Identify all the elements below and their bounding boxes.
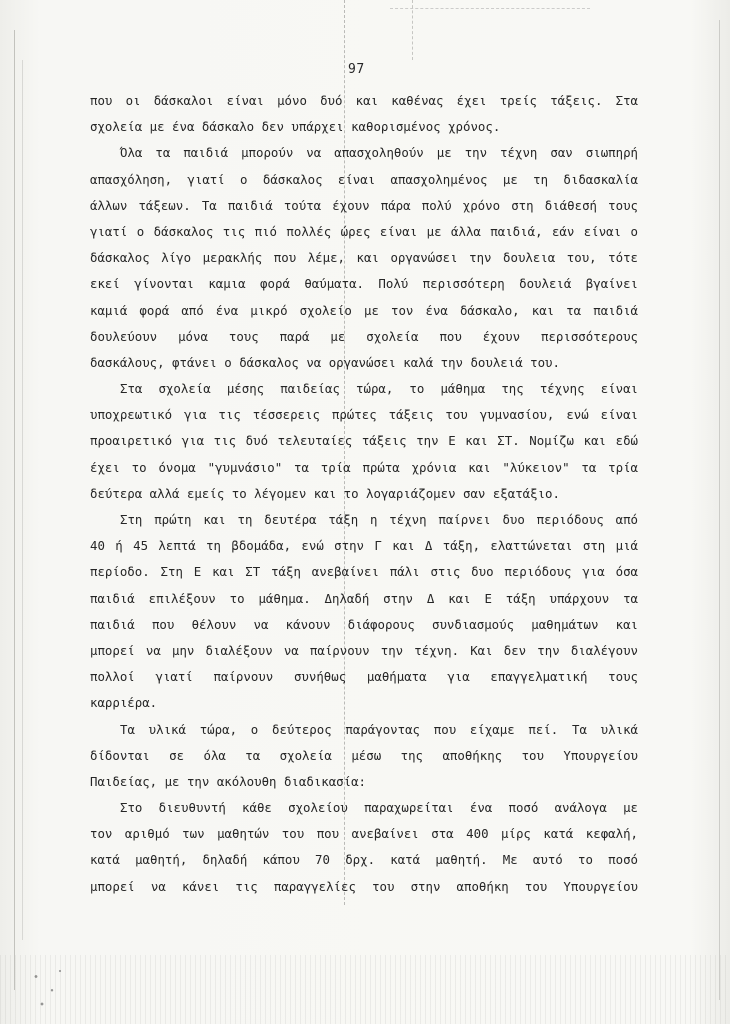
text-line: δάσκαλος λίγο μερακλής που λέμε, και οργανώσει την δουλεια του, τότε: [90, 250, 638, 266]
body-text: [90, 88, 638, 900]
scan-noise-bottom: [0, 955, 730, 1024]
text-line: κατά μαθητή, δηλαδή κάπου 70 δρχ. κατά μαθητή. Με αυτό το ποσό: [90, 852, 638, 868]
text-line: πολλοί γιατί παίρνουν συνήθως μαθήματα για επαγγελματική τους: [90, 669, 638, 685]
scan-specks: [28, 960, 68, 1015]
text-line: δουλεύουν μόνα τους παρά με σχολεία που έχουν περισσότερους: [90, 328, 638, 344]
text-line: Στα σχολεία μέσης παιδείας τώρα, το μάθημα της τέχνης είναι: [120, 381, 638, 397]
text-line: υποχρεωτικό για τις τέσσερεις πρώτες τάξεις του γυμνασίου, ενώ είναι: [90, 407, 638, 423]
text-line: παιδιά που θέλουν να κάνουν διάφορους συνδιασμούς μαθημάτων και: [90, 616, 638, 632]
text-line: Στη πρώτη και τη δευτέρα τάξη η τέχνη παίρνει δυο περιόδους από: [120, 512, 638, 527]
text-line: παιδιά επιλέξουν το μάθημα. Δηλαδή στην Δ και Ε τάξη υπάρχουν τα: [90, 590, 638, 606]
text-line: απασχόληση, γιατί ο δάσκαλος είναι απασχολημένος με τη διδασκαλία: [90, 171, 638, 187]
text-line: δίδονται σε όλα τα σχολεία μέσω της αποθήκης του Υπουργείου: [90, 747, 638, 763]
text-line: τον αριθμό των μαθητών του που ανεβαίνει στα 400 μίρς κατά κεφαλή,: [90, 826, 638, 842]
text-line: σχολεία με ένα δάσκαλο δεν υπάρχει καθορισμένος χρόνος.: [90, 119, 501, 135]
text-line: εκεί γίνονται καμια φορά θαύματα. Πολύ περισσότερη δουλειά βγαίνει: [90, 276, 638, 292]
text-line: Παιδείας, με την ακόλουθη διαδικασία:: [90, 773, 367, 789]
scan-artifact-top: [390, 8, 590, 10]
text-line: δεύτερα αλλά εμείς το λέγομεν και το λογαριάζομεν σαν εξατάξιο.: [90, 485, 560, 501]
page-number: 97: [348, 62, 365, 77]
text-line: Τα υλικά τώρα, ο δεύτερος παράγοντας που είχαμε πεί. Τα υλικά: [120, 721, 638, 737]
text-line: καρριέρα.: [90, 695, 158, 711]
text-line: Στο διευθυντή κάθε σχολείου παραχωρείται ένα ποσό ανάλογα με: [120, 800, 638, 816]
text-line: δασκάλους, φτάνει ο δάσκαλος να οργανώσει καλά την δουλειά του.: [90, 354, 560, 370]
text-line: έχει το όνομα "γυμνάσιο" τα τρία πρώτα χρόνια και "λύκειον" τα τρία: [90, 459, 638, 475]
text-line: Όλα τα παιδιά μπορούν να απασχοληθούν με την τέχνη σαν σιωπηρή: [120, 145, 638, 161]
text-line: μπορεί να μην διαλέξουν να παίρνουν την τέχνη. Και δεν την διαλέγουν: [90, 642, 638, 658]
text-line: προαιρετικό για τις δυό τελευταίες τάξεις την Ε και ΣΤ. Νομίζω και εδώ: [90, 433, 638, 449]
text-line: περίοδο. Στη Ε και ΣΤ τάξη ανεβαίνει πάλι στις δυο περιόδους για όσα: [90, 564, 638, 580]
scan-edge-left-inner: [22, 60, 23, 940]
text-line: μπορεί να κάνει τις παραγγελίες του στην αποθήκη του Υπουργείου: [90, 878, 638, 894]
scan-edge-right: [719, 20, 720, 1000]
scan-edge-left: [14, 30, 15, 990]
text-line: άλλων τάξεων. Τα παιδιά τούτα έχουν πάρα πολύ χρόνο στη διάθεσή τους: [90, 197, 638, 213]
text-line: γιατί ο δάσκαλος τις πιό πολλές ώρες είναι με άλλα παιδιά, εάν είναι ο: [90, 223, 638, 239]
text-line: που οι δάσκαλοι είναι μόνο δυό και καθένας έχει τρείς τάξεις. Στα: [90, 93, 638, 108]
text-line: 40 ή 45 λεπτά τη βδομάδα, ενώ στην Γ και Δ τάξη, ελαττώνεται στη μιά: [90, 538, 638, 554]
text-line: καμιά φορά από ένα μικρό σχολείο με τον ένα δάσκαλο, και τα παιδιά: [90, 302, 638, 318]
